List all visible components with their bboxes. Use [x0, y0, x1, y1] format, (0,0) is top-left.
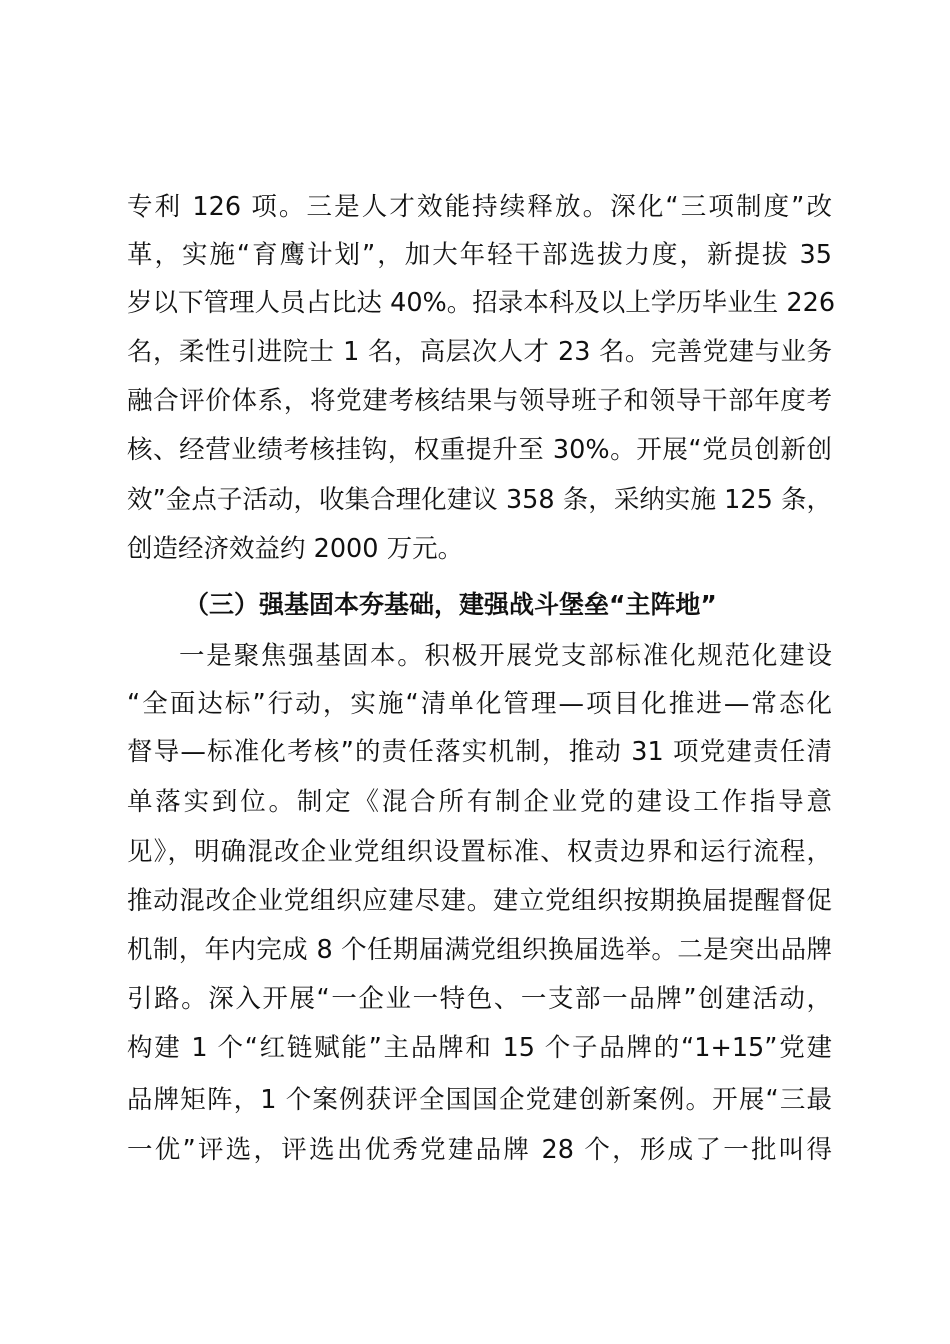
- paragraph-line: 核、经营业绩考核挂钩，权重提升至 30%。开展“党员创新创: [127, 435, 832, 465]
- paragraph-line: 品牌矩阵，1 个案例获评全国国企党建创新案例。开展“三最: [127, 1085, 832, 1115]
- paragraph-line: 构建 1 个“红链赋能”主品牌和 15 个子品牌的“1+15”党建: [127, 1033, 832, 1063]
- paragraph-line: 效”金点子活动，收集合理化建议 358 条，采纳实施 125 条，: [127, 485, 832, 515]
- paragraph-line: 融合评价体系，将党建考核结果与领导班子和领导干部年度考: [127, 386, 832, 416]
- paragraph-line: 一是聚焦强基固本。积极开展党支部标准化规范化建设: [179, 641, 832, 671]
- paragraph-line: 机制，年内完成 8 个任期届满党组织换届选举。二是突出品牌: [127, 935, 832, 965]
- paragraph-line: 推动混改企业党组织应建尽建。建立党组织按期换届提醒督促: [127, 886, 832, 916]
- section-heading: （三）强基固本夯基础，建强战斗堡垒“主阵地”: [184, 590, 717, 619]
- paragraph-line: 督导—标准化考核”的责任落实机制，推动 31 项党建责任清: [127, 737, 832, 767]
- paragraph-line: 岁以下管理人员占比达 40%。招录本科及以上学历毕业生 226: [127, 288, 836, 318]
- paragraph-line: 单落实到位。制定《混合所有制企业党的建设工作指导意: [127, 787, 832, 817]
- paragraph-line: “全面达标”行动，实施“清单化管理—项目化推进—常态化: [127, 689, 832, 719]
- paragraph-line: 引路。深入开展“一企业一特色、一支部一品牌”创建活动，: [127, 984, 832, 1014]
- paragraph-line: 一优”评选，评选出优秀党建品牌 28 个，形成了一批叫得: [127, 1135, 832, 1165]
- paragraph-line: 革，实施“育鹰计划”，加大年轻干部选拔力度，新提拔 35: [127, 240, 832, 270]
- paragraph-line: 创造经济效益约 2000 万元。: [127, 534, 464, 564]
- paragraph-line: 名，柔性引进院士 1 名，高层次人才 23 名。完善党建与业务: [127, 337, 832, 367]
- paragraph-line: 见》，明确混改企业党组织设置标准、权责边界和运行流程，: [127, 837, 832, 867]
- paragraph-line: 专利 126 项。三是人才效能持续释放。深化“三项制度”改: [127, 192, 832, 222]
